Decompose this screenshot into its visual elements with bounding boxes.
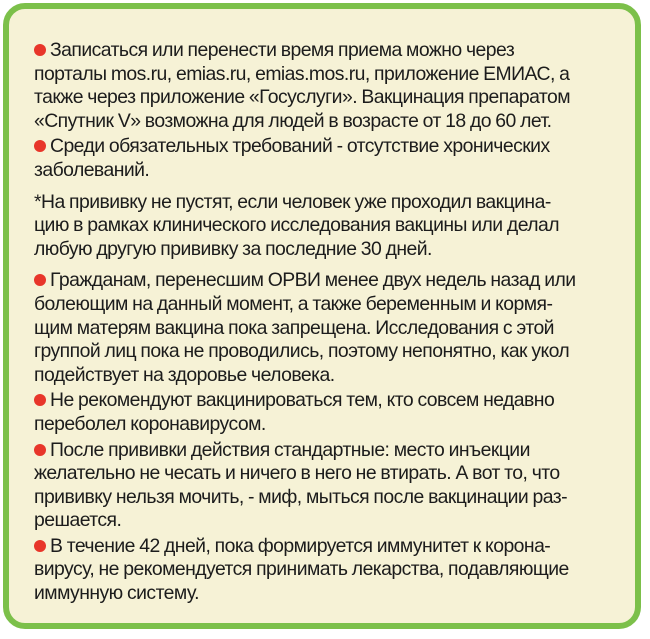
paragraph-line: подействует на здоровье человека. [34,363,335,386]
paragraph-line: вирусу, не рекомендуется принимать лекарства, подавляющие [34,558,569,581]
paragraph-6 [34,439,619,533]
bullet-icon [34,394,46,406]
paragraph-4 [34,269,619,387]
paragraph-line: болеющим на данный момент, а также беременным и кормя- [34,292,553,315]
paragraph-1 [34,39,619,133]
paragraph-line: иммунную систему. [34,582,199,605]
paragraph-line: Записаться или перенести время приема можно через [50,39,515,61]
bullet-icon [34,274,46,286]
bullet-icon [34,44,46,56]
paragraph-line: щим матерям вакцина пока запрещена. Исследования с этой [34,316,554,339]
bullet-icon [34,444,46,456]
paragraph-line: порталы mos.ru, emias.ru, emias.mos.ru, приложение ЕМИАС, а [34,62,570,85]
paragraph-line: Не рекомендуют вакцинироваться тем, кто совсем недавно [50,389,555,412]
paragraph-line: цию в рамках клинического исследования вакцины или делал [34,214,560,237]
paragraph-line: «Спутник V» возможна для людей в возрасте от 18 до 60 лет. [34,109,552,132]
paragraph-line: решается. [34,509,122,532]
paragraph-note [34,191,619,262]
paragraph-5 [34,389,619,436]
paragraph-7 [34,535,619,606]
paragraph-line: В течение 42 дней, пока формируется иммунитет к корона- [50,534,551,557]
paragraph-line: Среди обязательных требований - отсутствие хронических [50,135,550,158]
paragraph-line: также через приложение «Госуслуги». Вакцинация препаратом [34,86,571,109]
paragraph-line: После прививки действия стандартные: место инъекции [50,438,530,461]
paragraph-line: Гражданам, перенесшим ОРВИ менее двух недель назад или [50,269,576,292]
paragraph-line: заболеваний. [34,158,150,181]
paragraph-line: любую другую прививку за последние 30 дней. [34,237,432,260]
paragraph-line: группой лиц пока не проводились, поэтому непонятно, как укол [34,340,570,363]
bullet-icon [34,140,46,152]
bullet-icon [34,540,46,552]
paragraph-line: прививку нельзя мочить, - миф, мыться после вакцинации раз- [34,485,567,508]
paragraph-line: переболел коронавирусом. [34,412,266,435]
paragraph-2 [34,135,619,182]
paragraph-line: *На прививку не пустят, если человек уже проходил вакцина- [34,190,551,213]
paragraph-line: желательно не чесать и ничего в него не втирать. А вот то, что [34,462,560,485]
info-box [3,3,641,629]
